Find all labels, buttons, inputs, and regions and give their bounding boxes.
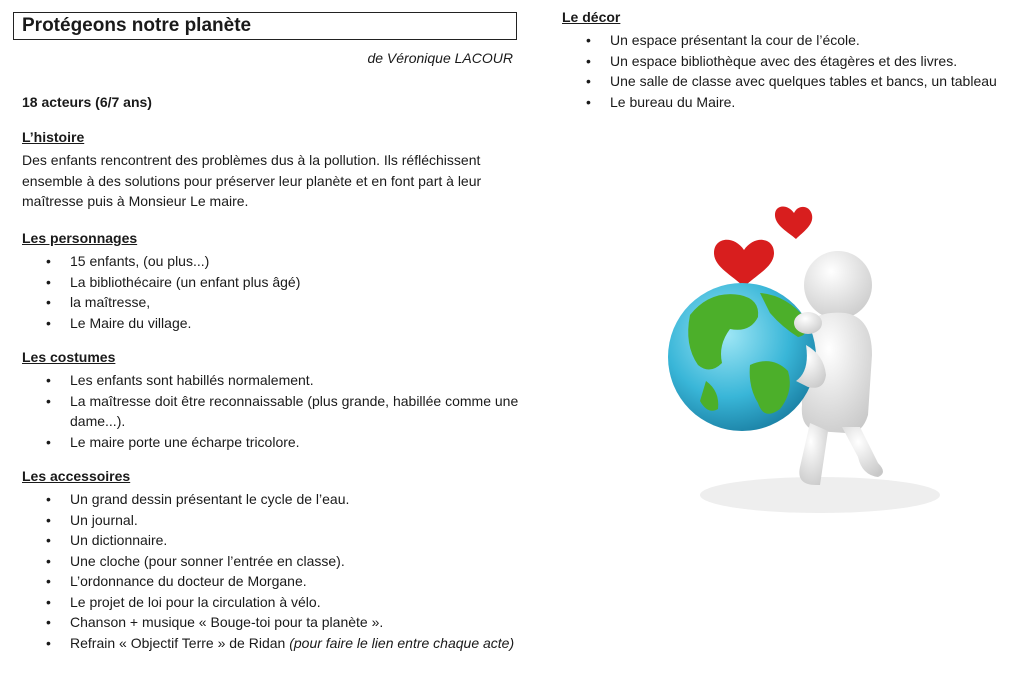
list-item: • Chanson + musique « Bouge-toi pour ta planète ». — [22, 612, 530, 633]
author-line: de Véronique LACOUR — [367, 50, 513, 66]
section-heading-accessoires: Les accessoires — [22, 468, 131, 484]
list-item: • Un journal. — [22, 510, 530, 531]
list-item-note: (pour faire le lien entre chaque acte) — [289, 634, 515, 651]
histoire-text: Des enfants rencontrent des problèmes dus à la pollution. Ils réfléchissent ensemble à des solutions pour préserver leur planète et en font part à leur maîtresse puis à Monsieur Le maire. — [22, 152, 482, 209]
section-heading-personnages: Les personnages — [22, 230, 138, 246]
list-item: • Un espace bibliothèque avec des étagères et des livres. — [562, 51, 1024, 72]
actors-count: 18 acteurs (6/7 ans) — [22, 94, 152, 110]
list-item — [22, 633, 530, 654]
section-heading-histoire: L’histoire — [22, 129, 85, 145]
list-item: • La maîtresse doit être reconnaissable (plus grande, habillée comme une dame...). — [22, 391, 530, 432]
list-item: • La bibliothécaire (un enfant plus âgé) — [22, 272, 530, 293]
list-item: • Le bureau du Maire. — [562, 92, 1024, 113]
list-item: • Le projet de loi pour la circulation à vélo. — [22, 592, 530, 613]
document-title: Protégeons notre planète — [13, 12, 517, 40]
figure-hugging-globe-icon — [610, 195, 960, 530]
list-item: • 15 enfants, (ou plus...) — [22, 251, 530, 272]
list-item: • L’ordonnance du docteur de Morgane. — [22, 571, 530, 592]
list-item: • Une cloche (pour sonner l’entrée en classe). — [22, 551, 530, 572]
list-item: • Les enfants sont habillés normalement. — [22, 370, 530, 391]
list-item: • Le maire porte une écharpe tricolore. — [22, 432, 530, 453]
section-heading-decor: Le décor — [562, 9, 621, 25]
list-item: • Un espace présentant la cour de l’école. — [562, 30, 1024, 51]
list-item: • Un grand dessin présentant le cycle de l’eau. — [22, 489, 530, 510]
section-heading-costumes: Les costumes — [22, 349, 116, 365]
list-item: • la maîtresse, — [22, 292, 530, 313]
list-item: • Une salle de classe avec quelques tables et bancs, un tableau — [562, 71, 1024, 92]
list-item-text: Refrain « Objectif Terre » de Ridan — [70, 634, 286, 651]
list-item: • Un dictionnaire. — [22, 530, 530, 551]
section-accessoires — [22, 467, 530, 653]
section-costumes — [22, 348, 530, 452]
list-item: • Le Maire du village. — [22, 313, 530, 334]
section-personnages — [22, 229, 530, 333]
heart-icon — [714, 240, 774, 287]
section-histoire — [22, 128, 522, 212]
section-decor — [562, 8, 1024, 112]
heart-icon — [775, 207, 812, 239]
